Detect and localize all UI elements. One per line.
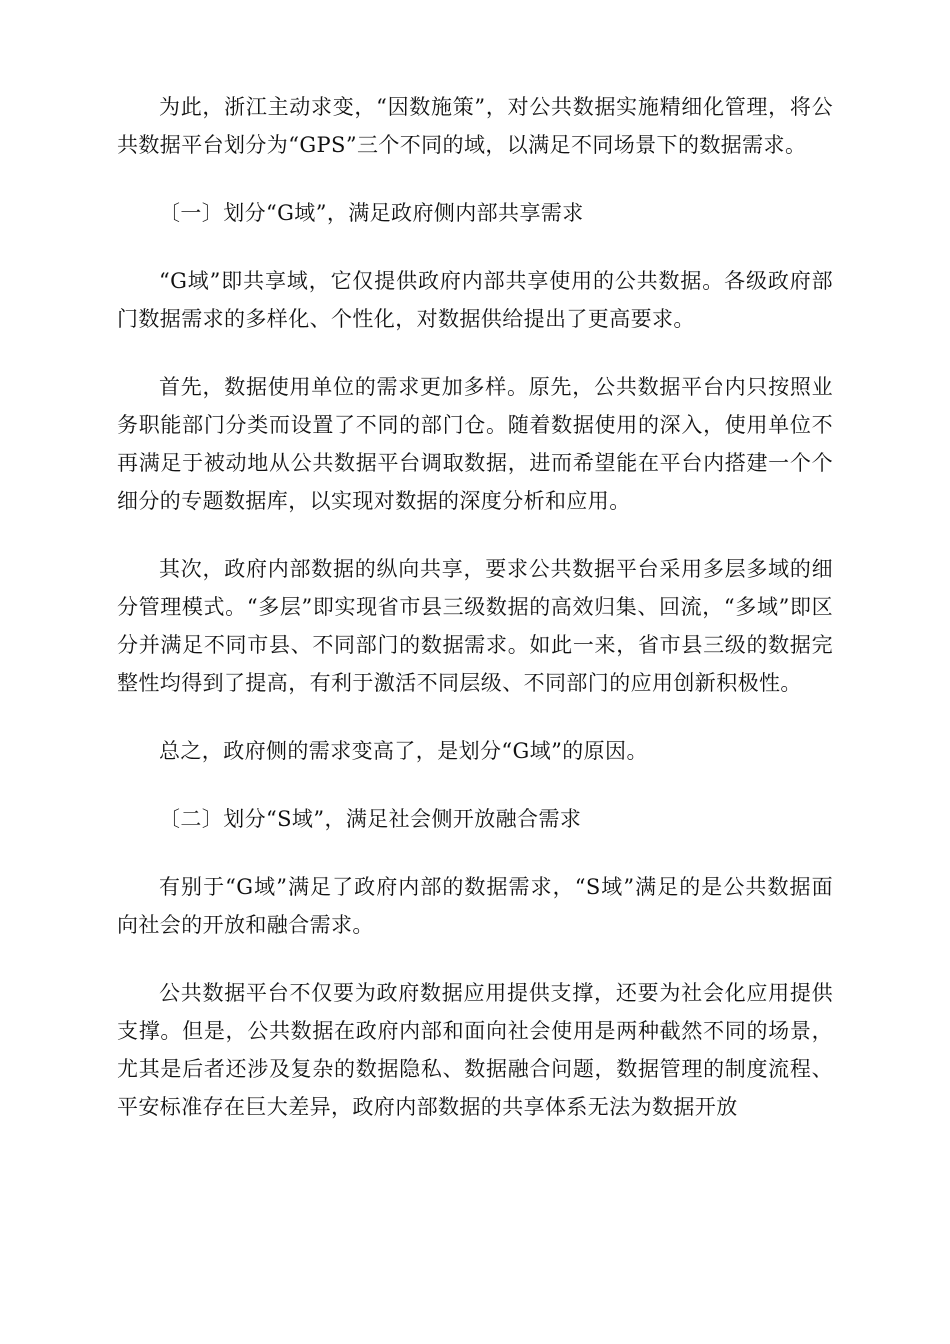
section-heading-g-domain: 〔一〕划分“G域”，满足政府侧内部共享需求 <box>159 201 584 225</box>
paragraph-first-point: 首先，数据使用单位的需求更加多样。原先，公共数据平台内只按照业务职能部门分类而设置了不同的部门仓。随着数据使用的深入，使用单位不再满足于被动地从公共数据平台调取数据，进而希望能在平台内搭建一个个细分的专题数据库，以实现对数据的深度分析和应用。 <box>117 375 833 513</box>
paragraph-second-point: 其次，政府内部数据的纵向共享，要求公共数据平台采用多层多域的细分管理模式。“多层”即实现省市县三级数据的高效归集、回流，“多域”即区分并满足不同市县、不同部门的数据需求。如此一来，省市县三级的数据完整性均得到了提高，有利于激活不同层级、不同部门的应用创新积极性。 <box>117 557 833 695</box>
paragraph-s-domain-definition: 有别于“G域”满足了政府内部的数据需求，“S域”满足的是公共数据面向社会的开放和融合需求。 <box>117 875 833 937</box>
paragraph-g-domain-summary: 总之，政府侧的需求变高了，是划分“G域”的原因。 <box>159 739 648 763</box>
section-heading-s-domain: 〔二〕划分“S域”，满足社会侧开放融合需求 <box>159 807 582 831</box>
paragraph-s-domain-detail: 公共数据平台不仅要为政府数据应用提供支撑，还要为社会化应用提供支撑。但是，公共数据在政府内部和面向社会使用是两种截然不同的场景，尤其是后者还涉及复杂的数据隐私、数据融合问题，数据管理的制度流程、平安标准存在巨大差异，政府内部数据的共享体系无法为数据开放 <box>117 981 833 1119</box>
paragraph-intro: 为此，浙江主动求变，“因数施策”，对公共数据实施精细化管理，将公共数据平台划分为“GPS”三个不同的域，以满足不同场景下的数据需求。 <box>117 95 833 157</box>
paragraph-g-domain-definition: “G域”即共享域，它仅提供政府内部共享使用的公共数据。各级政府部门数据需求的多样化、个性化，对数据供给提出了更高要求。 <box>117 269 833 331</box>
document-page <box>117 88 833 1156</box>
